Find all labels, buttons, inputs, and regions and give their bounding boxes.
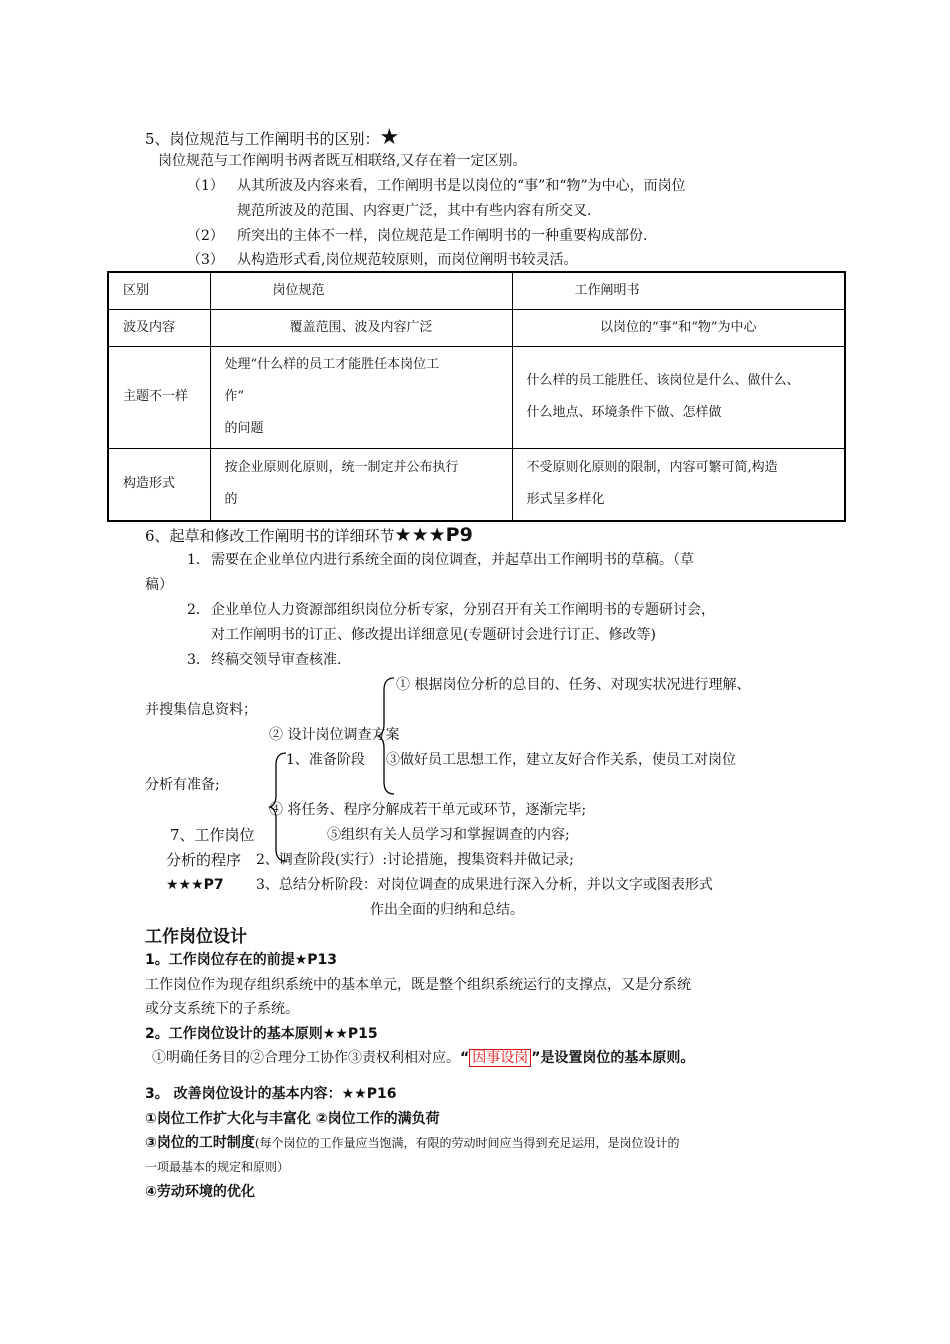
- design-point2-principles: ①明确任务目的②合理分工协作③责权利相对应。: [152, 1050, 460, 1066]
- design-point3-line4: ④劳动环境的优化: [145, 1184, 255, 1200]
- design-point3-note-cont: 一项最基本的规定和原则）: [145, 1160, 290, 1174]
- design-point3-title: 3。 改善岗位设计的基本内容：★★P16: [145, 1086, 397, 1102]
- prep-step1: ① 根据岗位分析的总目的、任务、对现实状况进行理解、: [396, 677, 751, 693]
- table-row: [108, 346, 845, 448]
- table-row-label: 波及内容: [108, 309, 210, 346]
- table-cell-line: 的问题: [224, 421, 264, 436]
- design-point2-title: 2。工作岗位设计的基本原则★★P15: [145, 1026, 378, 1042]
- section6-item3-line1: 终稿交领导审查核准.: [211, 652, 342, 668]
- design-point3-line1: ①岗位工作扩大化与丰富化 ②岗位工作的满负荷: [145, 1111, 440, 1127]
- section5-title-text: 5、岗位规范与工作阐明书的区别：: [145, 130, 380, 148]
- quote-open: “: [460, 1050, 470, 1066]
- stage1-label: 1、准备阶段: [286, 752, 365, 768]
- design-point3-note: (每个岗位的工作量应当饱满，有限的劳动时间应当得到充足运用，是岗位设计的: [254, 1136, 680, 1150]
- design-point1-line2: 或分支系统下的子系统。: [145, 1001, 299, 1017]
- prep-step5: ⑤组织有关人员学习和掌握调查的内容;: [327, 827, 570, 843]
- section5-item3-num: （3）: [187, 252, 224, 268]
- table-cell: [512, 346, 845, 448]
- stage3-label: 3、总结分析阶段：对岗位调查的成果进行深入分析，并以文字或图表形式: [256, 877, 713, 893]
- design-point2-conclusion: ”是设置岗位的基本原则。: [531, 1050, 695, 1066]
- star-icon: ★: [379, 125, 400, 150]
- section7-title: 7、工作岗位: [170, 826, 255, 844]
- design-point1-title: 1。工作岗位存在的前提★P13: [145, 952, 338, 968]
- table-cell-line: 作”: [224, 389, 245, 404]
- stage3-cont: 作出全面的归纳和总结。: [370, 902, 524, 918]
- table-row-label: 构造形式: [108, 448, 210, 521]
- section7-title-cont: 分析的程序: [166, 851, 242, 869]
- highlight-phrase: 因事设岗: [469, 1049, 531, 1067]
- prep-step2: ② 设计岗位调查方案: [269, 727, 400, 743]
- section6-title: [145, 526, 473, 545]
- section5-item2-num: （2）: [187, 228, 224, 244]
- table-header-row: [108, 272, 845, 309]
- prep-step3-cont: 分析有准备;: [145, 777, 220, 793]
- section6-item1-num: 1．: [187, 552, 210, 568]
- section6-stars: ★★★P9: [394, 524, 473, 546]
- section5-intro: 岗位规范与工作阐明书两者既互相联络,又存在着一定区别。: [158, 153, 527, 169]
- design-heading: 工作岗位设计: [145, 927, 247, 947]
- table-cell-line: 形式呈多样化: [526, 492, 605, 508]
- table-cell: [210, 448, 512, 521]
- section6-item1-line2: 稿）: [145, 577, 173, 593]
- section5-item1-num: （1）: [187, 178, 224, 194]
- section6-item3-num: 3．: [187, 652, 210, 668]
- design-point3-line2: [145, 1134, 680, 1152]
- table-row: [108, 309, 845, 346]
- table-cell-line: 的: [224, 492, 238, 508]
- section6-title-text: 6、起草和修改工作阐明书的详细环节: [145, 527, 395, 545]
- table-cell-line: 什么样的员工能胜任、该岗位是什么、做什么、: [526, 373, 800, 388]
- table-header-cell: 岗位规范: [210, 272, 512, 309]
- section6-item2-num: 2．: [187, 602, 210, 618]
- table-row-label: 主题不一样: [108, 346, 210, 448]
- section6-item2-line1: 企业单位人力资源部组织岗位分析专家，分别召开有关工作阐明书的专题研讨会，: [211, 602, 715, 618]
- design-point1-line1: 工作岗位作为现存组织系统中的基本单元，既是整个组织系统运行的支撑点，又是分系统: [145, 977, 691, 993]
- comparison-table: [107, 271, 846, 522]
- section6-item1-line1: 需要在企业单位内进行系统全面的岗位调查，并起草出工作阐明书的草稿。（草: [211, 552, 694, 568]
- section5-item1-line1: 从其所波及内容来看，工作阐明书是以岗位的“事”和“物”为中心，而岗位: [237, 178, 686, 194]
- prep-step1-cont: 并搜集信息资料；: [145, 702, 257, 718]
- table-cell: [210, 346, 512, 448]
- section7-stars: ★★★P7: [166, 877, 224, 893]
- table-cell: [512, 448, 845, 521]
- table-cell-line: 不受原则化原则的限制，内容可繁可简,构造: [526, 460, 778, 476]
- section5-item3-line1: 从构造形式看,岗位规范较原则，而岗位阐明书较灵活。: [237, 252, 578, 268]
- table-header-cell: 工作阐明书: [512, 272, 845, 309]
- table-cell-line: 按企业原则化原则，统一制定并公布执行: [224, 460, 459, 476]
- stage2-label: 2、调查阶段(实行）:讨论措施，搜集资料并做记录;: [256, 852, 574, 868]
- design-point2-text: [152, 1049, 694, 1067]
- section5-title: [145, 127, 399, 149]
- design-point3-item3: ③岗位的工时制度: [145, 1135, 255, 1151]
- table-row: [108, 448, 845, 521]
- table-cell-line: 处理“什么样的员工才能胜任本岗位工: [224, 357, 440, 372]
- prep-step3: ③做好员工思想工作，建立友好合作关系，使员工对岗位: [386, 752, 736, 768]
- table-header-cell: 区别: [108, 272, 210, 309]
- table-cell: 覆盖范围、波及内容广泛: [210, 309, 512, 346]
- section6-item2-line2: 对工作阐明书的订正、修改提出详细意见(专题研讨会进行订正、修改等): [211, 627, 656, 643]
- table-cell-line: 什么地点、环境条件下做、怎样做: [526, 405, 722, 420]
- section5-item1-line2: 规范所波及的范围、内容更广泛，其中有些内容有所交叉.: [237, 203, 592, 219]
- prep-step4: ④ 将任务、程序分解成若干单元或环节，逐渐完毕;: [269, 802, 587, 818]
- section5-item2-line1: 所突出的主体不一样，岗位规范是工作阐明书的一种重要构成部份.: [237, 228, 648, 244]
- table-cell: 以岗位的“事”和“物”为中心: [512, 309, 845, 346]
